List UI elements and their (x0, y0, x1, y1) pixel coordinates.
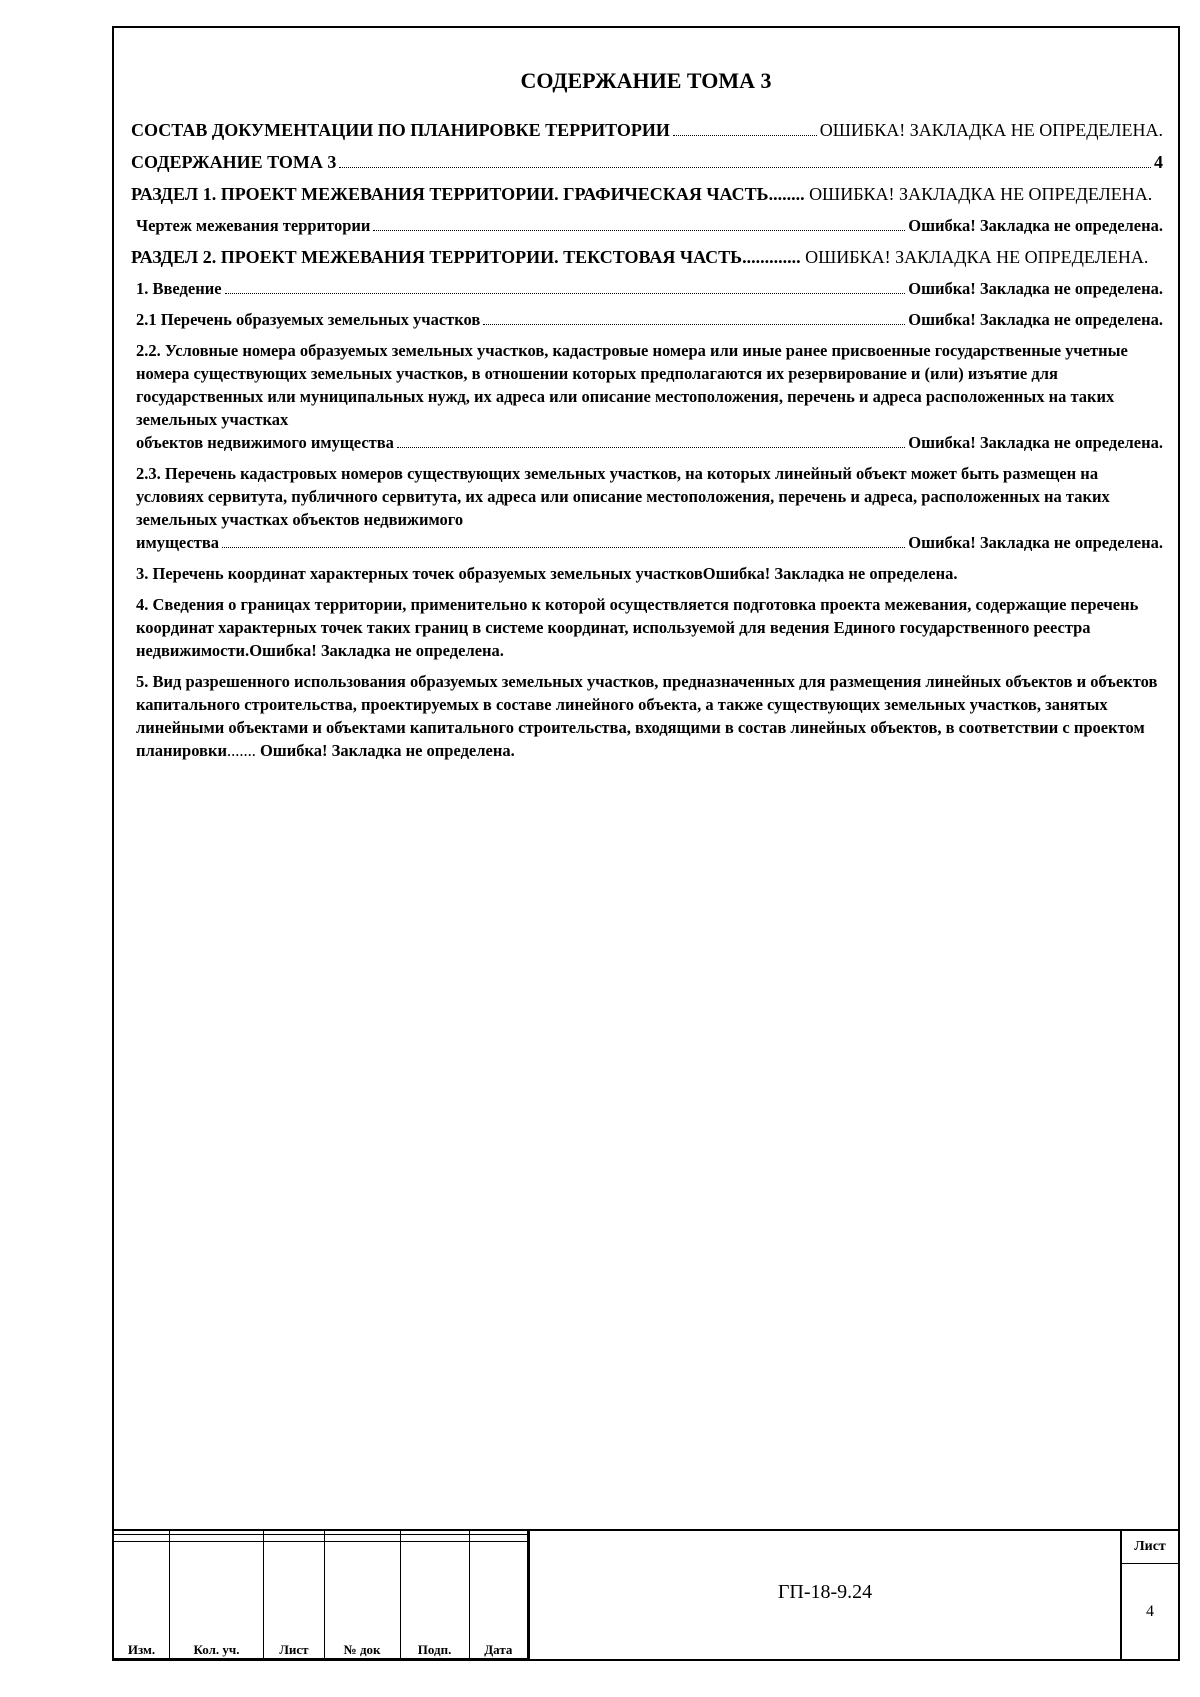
dot-leader: ............. (742, 247, 806, 267)
toc-entry-page: 4 (1154, 152, 1163, 172)
dot-leader (373, 230, 905, 231)
toc-entry-text: 1. Введение (136, 279, 222, 298)
toc-entry-text: 5. Вид разрешенного использования образуемых земельных участков, предназначенных для размещения линейных объектов и объектов капитального строительства, проектируемых в составе линейного объекта, а также существующих земельных участков, занятых линейными объектами и объектами капитального строительства, входящими в состав линейных объектов, в соответствии с проектом планировки (136, 672, 1158, 760)
toc-entry-text: 2.1 Перечень образуемых земельных участков (136, 310, 481, 329)
revision-cell (264, 1534, 325, 1541)
toc-entry-text: РАЗДЕЛ 2. ПРОЕКТ МЕЖЕВАНИЯ ТЕРРИТОРИИ. ТЕКСТОВАЯ ЧАСТЬ (131, 247, 743, 267)
revision-cell (400, 1534, 469, 1541)
toc-entry[interactable] (131, 277, 1163, 300)
sheet-number: 4 (1146, 1603, 1154, 1620)
dot-leader (483, 324, 905, 325)
toc-entry[interactable] (131, 562, 1163, 585)
revision-table (114, 1531, 528, 1659)
table-of-contents (131, 118, 1163, 770)
toc-entry-text: Чертеж межевания территории (136, 216, 371, 235)
dot-leader (225, 293, 906, 294)
toc-entry-text: 2.2. Условные номера образуемых земельных участков, кадастровые номера или иные ранее присвоенные государственные учетные номера существующих земельных участков, в отношении которых предполагаются их резервирование и (или) изъятие для государственных или муниципальных нужд, их адреса или описание местоположения, перечень и адреса расположенных на таких земельных участках (136, 341, 1128, 429)
toc-entry-error: Ошибка! Закладка не определена. (908, 310, 1163, 329)
toc-entry-error: Ошибка! Закладка не определена. (908, 533, 1163, 552)
toc-entry-text-tail: объектов недвижимого имущества (136, 433, 394, 452)
toc-entry-text-tail: имущества (136, 533, 220, 552)
revision-cell (469, 1534, 527, 1541)
page-frame (112, 26, 1180, 1661)
toc-entry-error: Ошибка! Закладка не определена. (908, 433, 1163, 452)
document-code-cell (528, 1531, 1122, 1659)
col-data: Дата (469, 1541, 527, 1658)
col-list: Лист (264, 1541, 325, 1658)
toc-entry[interactable] (131, 182, 1163, 206)
toc-entry-error: ОШИБКА! ЗАКЛАДКА НЕ ОПРЕДЕЛЕНА. (819, 120, 1163, 140)
toc-entry[interactable] (131, 339, 1163, 454)
toc-entry-text: 2.3. Перечень кадастровых номеров существующих земельных участков, на которых линейный объект может быть размещен на условиях сервитута, публичного сервитута, их адреса или описание местоположения, перечень и адреса, расположенных на таких земельных участках объектов недвижимого (136, 464, 1110, 529)
toc-entry-error: Ошибка! Закладка не определена. (249, 641, 504, 660)
toc-entry-error: ОШИБКА! ЗАКЛАДКА НЕ ОПРЕДЕЛЕНА. (805, 247, 1149, 267)
toc-entry-error: Ошибка! Закладка не определена. (259, 741, 515, 760)
col-podp: Подп. (400, 1541, 469, 1658)
revision-cell (114, 1534, 170, 1541)
toc-entry-error: Ошибка! Закладка не определена. (908, 279, 1163, 298)
toc-entry-error: Ошибка! Закладка не определена. (908, 216, 1163, 235)
toc-entry[interactable] (131, 308, 1163, 331)
col-kol-uch: Кол. уч. (170, 1541, 264, 1658)
dot-leader: ....... (226, 741, 260, 760)
sheet-label: Лист (1122, 1531, 1178, 1564)
toc-entry-error: Ошибка! Закладка не определена. (702, 564, 958, 583)
title-block (114, 1529, 1178, 1659)
revision-cell (324, 1534, 400, 1541)
toc-entry[interactable] (131, 462, 1163, 554)
dot-leader (339, 167, 1151, 168)
document-code: ГП-18-9.24 (777, 1581, 873, 1603)
col-n-dok: № док (324, 1541, 400, 1658)
dot-leader (397, 447, 905, 448)
revision-cell (170, 1534, 264, 1541)
toc-entry[interactable] (131, 214, 1163, 237)
sheet-cell (1122, 1531, 1178, 1659)
col-izm: Изм. (114, 1541, 170, 1658)
dot-leader: ........ (768, 184, 810, 204)
toc-entry-text: СОДЕРЖАНИЕ ТОМА 3 (131, 152, 337, 172)
page-title: СОДЕРЖАНИЕ ТОМА 3 (520, 68, 772, 93)
toc-entry-error: ОШИБКА! ЗАКЛАДКА НЕ ОПРЕДЕЛЕНА. (809, 184, 1153, 204)
toc-entry[interactable] (131, 118, 1163, 142)
toc-entry-text: 4. Сведения о границах территории, применительно к которой осуществляется подготовка проекта межевания, содержащие перечень координат характерных точек таких границ в системе координат, используемой для ведения Единого государственного реестра недвижимости. (136, 595, 1139, 660)
toc-entry-text: РАЗДЕЛ 1. ПРОЕКТ МЕЖЕВАНИЯ ТЕРРИТОРИИ. ГРАФИЧЕСКАЯ ЧАСТЬ (131, 184, 769, 204)
toc-entry[interactable] (131, 245, 1163, 269)
toc-entry-text: СОСТАВ ДОКУМЕНТАЦИИ ПО ПЛАНИРОВКЕ ТЕРРИТОРИИ (131, 120, 670, 140)
toc-entry[interactable] (131, 150, 1163, 174)
toc-entry[interactable] (131, 670, 1163, 762)
dot-leader (222, 547, 905, 548)
dot-leader (673, 135, 817, 136)
toc-entry[interactable] (131, 593, 1163, 662)
toc-entry-text: 3. Перечень координат характерных точек образуемых земельных участков (136, 564, 703, 583)
